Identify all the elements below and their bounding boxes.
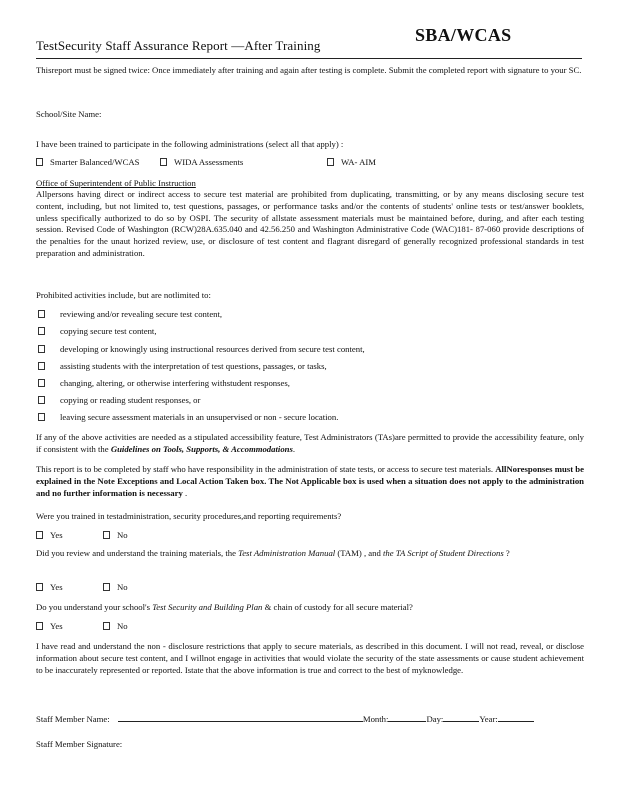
checkbox-icon[interactable] (36, 531, 43, 539)
question-text: Do you understand your school's (36, 602, 153, 612)
tam-reference: Test Administration Manual (238, 548, 336, 558)
month-field[interactable] (388, 713, 426, 722)
office-heading: Office of Superintendent of Public Instruction (36, 178, 196, 188)
trained-no-option[interactable] (103, 530, 128, 540)
prohibited-item-text: assisting students with the interpretation of test questions, passages, or tasks, (60, 361, 327, 371)
completion-text-end: . (182, 487, 188, 498)
bullet-box-icon (38, 327, 45, 335)
yes-label: Yes (50, 621, 63, 631)
review-no-option[interactable] (103, 582, 128, 592)
no-label: No (117, 621, 128, 631)
no-label: No (117, 582, 128, 592)
completion-text: This report is to be completed by staff who have responsibility in the administration of state tests, or access to secure test materials. (36, 464, 496, 474)
bullet-box-icon (38, 379, 45, 387)
administrations-prompt: I have been trained to participate in the following administrations (select all that apply) : (36, 139, 344, 149)
staff-name-field[interactable] (118, 713, 363, 722)
question-text-end: & chain of custody for all secure material? (262, 602, 413, 612)
bullet-box-icon (38, 413, 45, 421)
question-text-end: ? (503, 548, 510, 558)
accessibility-paragraph (36, 432, 584, 456)
header-divider (36, 58, 582, 59)
prohibited-item (38, 344, 365, 354)
completion-bold-text: AllNoresponses must be explained in the Note Exceptions and Local Action Taken box. The Not Applicable box is used when a situation does not apply to the administration and no further information is necessary (36, 464, 584, 498)
prohibited-item (38, 395, 200, 405)
bullet-box-icon (38, 310, 45, 318)
bullet-box-icon (38, 396, 45, 404)
prohibited-item (38, 412, 338, 422)
program-badge: SBA/WCAS (415, 25, 512, 45)
day-label: Day: (426, 714, 444, 724)
prohibited-item-text: developing or knowingly using instructional resources derived from secure test content, (60, 344, 365, 354)
prohibited-item-text: reviewing and/or revealing secure test content, (60, 309, 223, 319)
staff-signature-label: Staff Member Signature: (36, 739, 123, 749)
prohibited-item-text: changing, altering, or otherwise interfering withstudent responses, (60, 378, 290, 388)
accessibility-text-end: . (292, 443, 296, 454)
review-yes-option[interactable] (36, 582, 63, 592)
checkbox-icon[interactable] (36, 158, 43, 166)
option-smarter-balanced[interactable] (36, 157, 140, 167)
checkbox-icon[interactable] (327, 158, 334, 166)
option-wida[interactable] (160, 157, 243, 167)
staff-name-label: Staff Member Name: (36, 714, 110, 724)
prohibited-item-text: copying or reading student responses, or (60, 395, 201, 405)
question-text: (TAM) , and (335, 548, 384, 558)
day-field[interactable] (443, 713, 479, 722)
accessibility-text: If any of the above activities are needed as a stipulated accessibility feature, Test Administrators (TAs)are permitted to provide the accessibility feature, only if consistent with the (36, 432, 584, 454)
security-policy-paragraph: Allpersons having direct or indirect access to secure test material are prohibited from duplicating, transmitting, or by any means disclosing secure test content, including, but not limited to, test questions, passages, or performance tasks and/or the contents of students' online tests or test/answer booklets, unless specifically authorized to do so by OSPI. The security of allstate assessment materials must be maintained before, during, and after each testing session. Revised Code of Washington (RCW)28A.635.040 and 42.56.250 and Washington Administrative Code (WAC)181- 87-060 provide descriptions of the penalties for the unaut horized review, use, or disclosure of test content and flagrant disregard of generally recognized professional standards in test preparation and administration. (36, 189, 584, 258)
checkbox-icon[interactable] (36, 622, 43, 630)
ta-script-reference: the TA Script of Student Directions (383, 548, 504, 558)
question-review-materials (36, 548, 584, 560)
prohibited-item-text: leaving secure assessment materials in an unsupervised or non - secure location. (60, 412, 339, 422)
option-wa-aim[interactable] (327, 157, 376, 167)
month-label: Month: (362, 714, 389, 724)
plan-no-option[interactable] (103, 621, 128, 631)
question-security-plan (36, 602, 413, 612)
bullet-box-icon (38, 362, 45, 370)
no-label: No (117, 530, 128, 540)
guidelines-reference: Guidelines on Tools, Supports, & Accommodations (110, 443, 293, 454)
year-label: Year: (479, 714, 498, 724)
signature-line-row (36, 713, 534, 724)
checkbox-icon[interactable] (160, 158, 167, 166)
option-label: WIDA Assessments (174, 157, 244, 167)
checkbox-icon[interactable] (36, 583, 43, 591)
security-plan-reference: Test Security and Building Plan (152, 602, 263, 612)
question-text: Did you review and understand the training materials, the (36, 548, 239, 558)
school-site-label: School/Site Name: (36, 109, 102, 119)
prohibited-item (38, 309, 222, 319)
yes-label: Yes (50, 582, 63, 592)
yes-label: Yes (50, 530, 63, 540)
completion-paragraph (36, 464, 584, 499)
prohibited-item (38, 361, 327, 371)
option-label: WA- AIM (341, 157, 376, 167)
checkbox-icon[interactable] (103, 622, 110, 630)
plan-yes-option[interactable] (36, 621, 63, 631)
report-title: TestSecurity Staff Assurance Report —After Training (36, 38, 321, 53)
bullet-box-icon (38, 345, 45, 353)
checkbox-icon[interactable] (103, 583, 110, 591)
checkbox-icon[interactable] (103, 531, 110, 539)
prohibited-item-text: copying secure test content, (60, 326, 157, 336)
prohibited-heading: Prohibited activities include, but are notlimited to: (36, 290, 211, 300)
affirmation-paragraph: I have read and understand the non - disclosure restrictions that apply to secure materials, as described in this document. I will not read, reveal, or disclose information about secure test content, and I willnot engage in activities that would violate the security of the state assessments or cause student achievement to be inaccurately represented or reported. Istate that the above information is true and correct to the best of myknowledge. (36, 641, 584, 675)
intro-paragraph: Thisreport must be signed twice: Once immediately after training and again after testing is complete. Submit the completed report with signature to your SC. (36, 65, 582, 75)
option-label: Smarter Balanced/WCAS (50, 157, 140, 167)
year-field[interactable] (498, 713, 534, 722)
prohibited-item (38, 326, 157, 336)
prohibited-item (38, 378, 290, 388)
trained-yes-option[interactable] (36, 530, 63, 540)
question-trained: Were you trained in testadministration, security procedures,and reporting requirements? (36, 511, 342, 521)
